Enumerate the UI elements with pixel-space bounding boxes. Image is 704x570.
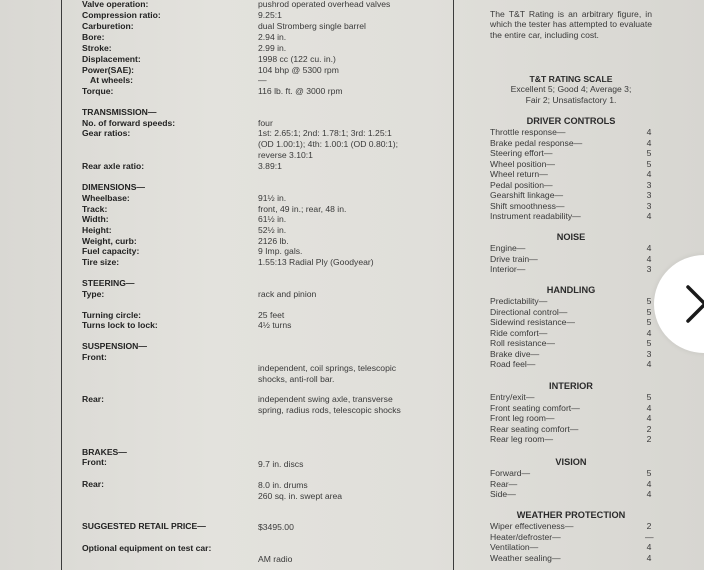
spec-value: 91½ in. xyxy=(258,193,287,203)
rating-item-score: 5 xyxy=(646,468,652,478)
spec-value: 9.25:1 xyxy=(258,10,282,20)
spec-value: 1st: 2.65:1; 2nd: 1.78:1; 3rd: 1.25:1 xyxy=(258,128,392,138)
rating-item-label: Rear— xyxy=(490,478,518,489)
rating-item-label: Throttle response— xyxy=(490,127,566,137)
rating-item-label: Side— xyxy=(490,489,516,499)
rating-item-score: 4 xyxy=(646,489,652,499)
spec-label: Turning circle: xyxy=(82,310,142,320)
spec-value: 25 feet xyxy=(258,310,285,320)
spec-value: 9 Imp. gals. xyxy=(258,246,303,256)
rating-item-label: Forward— xyxy=(490,468,531,478)
rating-item-score: 4 xyxy=(646,127,652,137)
spec-label: Rear axle ratio: xyxy=(82,161,145,171)
rating-item-label: Pedal position— xyxy=(490,179,553,190)
rating-section-title-interior: INTERIOR xyxy=(549,381,593,391)
spec-value: 260 sq. in. swept area xyxy=(258,491,343,501)
rating-item-label: Drive train— xyxy=(490,253,538,264)
spec-value: 9.7 in. discs xyxy=(258,459,304,469)
rating-item-score: 3 xyxy=(646,348,652,359)
spec-label: Tire size: xyxy=(82,257,120,267)
rating-item-label: Engine— xyxy=(490,243,526,253)
rating-section-title-weather: WEATHER PROTECTION xyxy=(516,510,626,520)
rating-item-score: 4 xyxy=(646,359,652,369)
spec-label: Fuel capacity: xyxy=(82,246,140,256)
rating-intro-text: The T&T Rating is an arbitrary figure, in which the tester has attempted to evaluate the entire car, including cost. xyxy=(490,9,652,40)
rating-item-score: 4 xyxy=(646,169,652,179)
spec-label: At wheels: xyxy=(90,75,133,85)
spec-label: Torque: xyxy=(82,86,114,96)
rating-item-label: Entry/exit— xyxy=(490,392,535,402)
rating-item-label: Rear leg room— xyxy=(490,434,554,444)
spec-label: Turns lock to lock: xyxy=(82,320,158,330)
rating-item-score: 2 xyxy=(646,423,652,434)
rating-section-title-handling: HANDLING xyxy=(546,285,596,295)
rating-item-label: Interior— xyxy=(490,264,526,274)
rating-section-title-noise: NOISE xyxy=(556,232,586,242)
rating-section-title-driver-controls: DRIVER CONTROLS xyxy=(526,116,616,126)
rating-item-label: Heater/defroster— xyxy=(490,531,561,542)
rating-item-label: Sidewind resistance— xyxy=(490,317,576,327)
spec-label: Track: xyxy=(82,204,108,214)
section-heading-suspension: SUSPENSION— xyxy=(82,341,147,351)
spec-value: 61½ in. xyxy=(258,214,287,224)
spec-value: 2.99 in. xyxy=(258,43,287,53)
rating-item-score: 3 xyxy=(646,200,652,211)
rating-item-score: 5 xyxy=(646,392,652,402)
rating-item-score: 5 xyxy=(646,148,652,158)
rating-item-score: 4 xyxy=(646,402,652,413)
spec-label: Bore: xyxy=(82,32,105,42)
rating-item-score: 5 xyxy=(646,338,652,348)
spec-label: Rear: xyxy=(82,394,104,404)
rating-item-label: Gearshift linkage— xyxy=(490,190,564,200)
column-divider-right xyxy=(453,0,454,570)
rating-item-score: 4 xyxy=(646,211,652,221)
rating-item-score: 3 xyxy=(646,179,652,190)
spec-value: independent, coil springs, telescopic xyxy=(258,363,397,373)
rating-item-score: 4 xyxy=(646,327,652,338)
spec-value: AM radio xyxy=(258,554,293,564)
spec-label: SUGGESTED RETAIL PRICE— xyxy=(82,521,206,531)
spec-value: $3495.00 xyxy=(258,522,294,532)
spec-value: rack and pinion xyxy=(258,289,317,299)
chevron-right-icon xyxy=(684,284,704,324)
rating-scale xyxy=(490,74,652,105)
rating-item-label: Ventilation— xyxy=(490,542,539,552)
rating-item-score: 4 xyxy=(646,478,652,489)
spec-value: reverse 3.10:1 xyxy=(258,150,313,160)
rating-item-score: 3 xyxy=(646,264,652,274)
spec-value: 3.89:1 xyxy=(258,161,282,171)
rating-item-score: 5 xyxy=(646,306,652,317)
spec-label: Front: xyxy=(82,457,107,467)
rating-item-score: 5 xyxy=(646,158,652,169)
rating-item-label: Shift smoothness— xyxy=(490,200,565,211)
rating-scale-title: T&T RATING SCALE xyxy=(529,74,613,84)
spec-label: Wheelbase: xyxy=(82,193,130,203)
rating-item-score: 4 xyxy=(646,413,652,423)
spec-value: — xyxy=(258,75,267,85)
spec-value: pushrod operated overhead valves xyxy=(258,0,391,9)
rating-item-score: 3 xyxy=(646,190,652,200)
rating-item-label: Directional control— xyxy=(490,306,568,317)
rating-item-label: Predictability— xyxy=(490,296,548,306)
rating-item-label: Brake dive— xyxy=(490,348,540,359)
rating-item-label: Ride comfort— xyxy=(490,327,548,338)
rating-item-score: 5 xyxy=(646,317,652,327)
rating-item-label: Weather sealing— xyxy=(490,552,561,563)
rating-item-score: 4 xyxy=(646,542,652,552)
spec-label: Width: xyxy=(82,214,109,224)
rating-item-score: 4 xyxy=(646,552,652,563)
rating-item-score: 4 xyxy=(646,243,652,253)
spec-label: Rear: xyxy=(82,479,104,489)
column-divider-left xyxy=(61,0,62,570)
section-heading-brakes: BRAKES— xyxy=(82,447,127,457)
spec-label: Front: xyxy=(82,352,107,362)
spec-value: 52½ in. xyxy=(258,225,287,235)
spec-value: 1.55:13 Radial Ply (Goodyear) xyxy=(258,257,374,267)
spec-value: independent swing axle, transverse xyxy=(258,394,393,404)
spec-value: spring, radius rods, telescopic shocks xyxy=(258,405,401,415)
spec-value: front, 49 in.; rear, 48 in. xyxy=(258,204,347,214)
rating-item-label: Wheel position— xyxy=(490,158,555,169)
rating-item-label: Wiper effectiveness— xyxy=(490,521,574,531)
spec-value: dual Stromberg single barrel xyxy=(258,21,366,31)
rating-item-score: 5 xyxy=(646,296,652,306)
rating-item-score: 2 xyxy=(646,521,652,531)
spec-label: Valve operation: xyxy=(82,0,149,9)
spec-label: Carburetion: xyxy=(82,21,134,31)
rating-item-label: Road feel— xyxy=(490,359,536,369)
rating-item-score: 2 xyxy=(646,434,652,444)
spec-value: 104 bhp @ 5300 rpm xyxy=(258,65,339,75)
spec-value: 116 lb. ft. @ 3000 rpm xyxy=(258,86,343,96)
section-heading-steering: STEERING— xyxy=(82,278,135,288)
spec-value: 2.94 in. xyxy=(258,32,287,42)
rating-item-label: Steering effort— xyxy=(490,148,553,158)
rating-item-label: Roll resistance— xyxy=(490,338,555,348)
spec-label: Displacement: xyxy=(82,54,141,64)
rating-item-score: 4 xyxy=(646,137,652,148)
spec-label: Stroke: xyxy=(82,43,112,53)
rating-item-label: Instrument readability— xyxy=(490,211,581,221)
spec-value: 4½ turns xyxy=(258,320,292,330)
spec-label: Optional equipment on test car: xyxy=(82,543,212,553)
spec-label: Gear ratios: xyxy=(82,128,131,138)
rating-section-title-vision: VISION xyxy=(555,457,587,467)
spec-label: Type: xyxy=(82,289,105,299)
spec-value: 1998 cc (122 cu. in.) xyxy=(258,54,336,64)
rating-item-label: Rear seating comfort— xyxy=(490,423,579,434)
spec-value: 8.0 in. drums xyxy=(258,480,308,490)
spec-value: (OD 1.00:1); 4th: 1.00:1 (OD 0.80:1); xyxy=(258,139,398,149)
spec-value: four xyxy=(258,118,273,128)
spec-label: Weight, curb: xyxy=(82,236,137,246)
spec-label: Compression ratio: xyxy=(82,10,161,20)
next-page-button[interactable] xyxy=(654,255,704,353)
rating-item-label: Front leg room— xyxy=(490,413,555,423)
rating-item-label: Front seating comfort— xyxy=(490,402,580,413)
rating-item-label: Wheel return— xyxy=(490,169,548,179)
section-heading-dimensions: DIMENSIONS— xyxy=(82,182,146,192)
rating-item-score: 4 xyxy=(646,253,652,264)
rating-scale-line: Fair 2; Unsatisfactory 1. xyxy=(525,94,617,105)
rating-item-label: Brake pedal response— xyxy=(490,137,583,148)
spec-label: Power(SAE): xyxy=(82,65,135,75)
rating-scale-line: Excellent 5; Good 4; Average 3; xyxy=(510,84,632,95)
spec-value: shocks, anti-roll bar. xyxy=(258,374,335,384)
section-heading-transmission: TRANSMISSION— xyxy=(82,107,157,117)
spec-label: No. of forward speeds: xyxy=(82,118,176,128)
spec-label: Height: xyxy=(82,225,112,235)
spec-value: 2126 lb. xyxy=(258,236,289,246)
rating-item-score: — xyxy=(645,531,654,542)
